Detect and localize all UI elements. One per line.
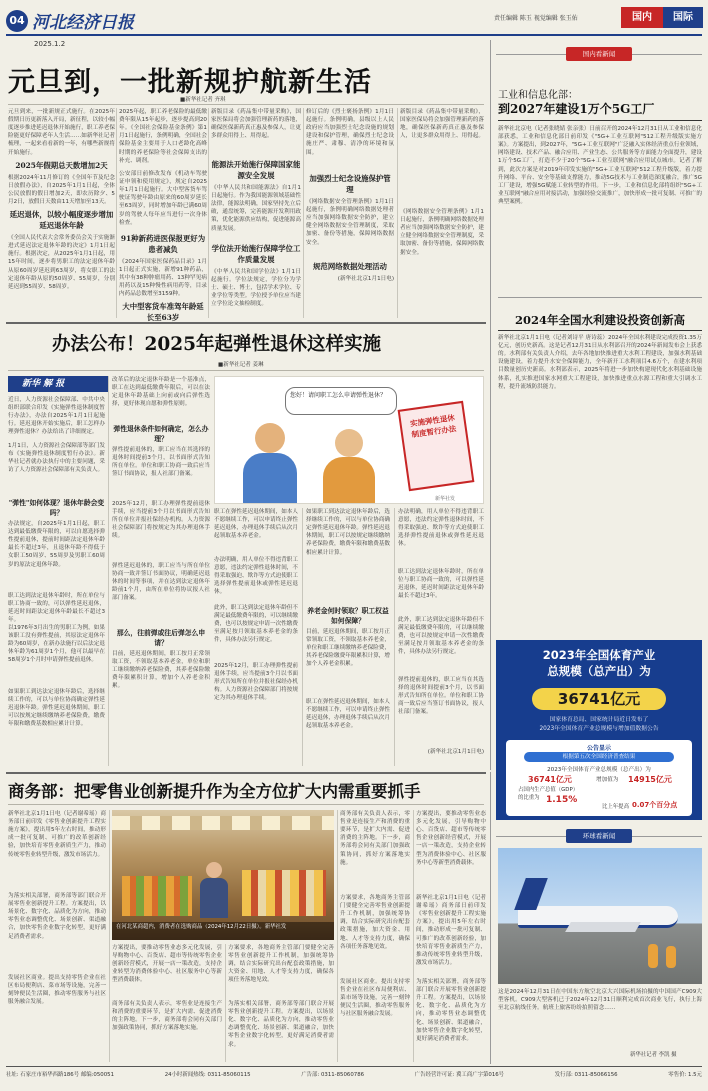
paragraph: 方案提出，要推动零售业态多元化发展，引导购物中心、百货店、超市等传统零售企业创新经营模式，开展一店一策改造，支持企业转型为消费体验中心、社区服务中心等新型消费载体。	[112, 945, 222, 984]
infobox-title-line: 2023年全国体育产业	[542, 648, 656, 662]
aircraft-credit: 新华社记者 李凯 摄	[630, 1052, 677, 1058]
paragraph: 《中华人民共和国能源法》自1月1日起施行。作为我国能源领域基础性法律，能源法明确，国家坚持先立后破，通盘统筹，完善能源开发利用政策，优化能源供应结构，促进能源高质量发展。	[211, 185, 301, 232]
person-body-icon	[243, 453, 297, 504]
gdp-percent: 1.15%	[546, 795, 578, 805]
aircraft-caption: 这是2024年12月31日在中国东方航空北京大兴国际机场拍摄的中国国产C909大型客机。C909大型客机已于2024年12月31日顺利完成首次商业飞行，执行上海至北京航线任务。航班上旅客纷纷拍照留念……	[498, 989, 702, 1012]
notice-added-label: 增加值为	[596, 777, 619, 783]
section-label-badge: 环球看新闻	[566, 829, 632, 843]
paragraph: 为落实相关部署，商务部等部门联合开展零售业创新提升工程。方案提出，以场景化、数字化、品质化为方向，推动零售业态调整优化、场景创新、渠道融合，加快零售企业数字化转型，更好满足消费者需求。	[416, 979, 486, 1042]
infobox-source	[496, 716, 702, 733]
supermarket-photo	[112, 810, 334, 940]
subhead: 养老金何时领取？职工权益如何保障？	[307, 607, 389, 625]
footer-ad-license: 广告经营许可证: 冀工商广字第016号	[414, 1072, 505, 1078]
paragraph: 新版目录《药品集中带量采购》，国家医保局将会加强管理新药的落地，确保医保新药真正惠及参保人，让更多群众用得上、用得起。	[400, 109, 484, 140]
end-note: (新华社北京1月1日电)	[337, 276, 394, 282]
paragraph: 近日，人力资源社会保障部、中共中央组织部联合印发《实施弹性退休制度暂行办法》，办法自2025年1月1日起施行。延迟退休开始实施后，职工怎样办理弹性退休？办法给出了详细规定。	[8, 397, 105, 436]
paragraph: 职工达到法定退休年龄时，所在单位与职工协商一致的，可以弹性延迟退休，延迟时间距法定退休年龄最长不超过3年。	[398, 569, 484, 600]
paragraph: 根据2024年11月修订的《全国年节及纪念日放假办法》，自2025年1月1日起，全体公民放假的假日增加2天，即农历除夕、5月2日，放假日天数由11天增加至13天。	[8, 174, 115, 205]
subhead: 那么，往前弹或往后弹怎么申请？	[116, 629, 206, 647]
paragraph: 《中华人民共和国学位法》1月1日起施行。学位法规定，学位分为学士、硕士、博士，包括学术学位、专业学位等类型。学位授予单位应当建立学位论文抽检制度。	[211, 269, 301, 308]
end-note: (新华社北京1月1日电)	[427, 749, 484, 755]
paragraph: 为落实相关部署，商务部等部门联合开展零售业创新提升工程。方案提出，以场景化、数字化、品质化为方向，推动零售业态调整优化、场景创新、渠道融合，加快零售企业数字化转型，更好满足消费者需求。	[228, 1001, 334, 1048]
infobox-value: 36741亿元	[532, 688, 666, 710]
subhead: "弹性"如何体现？退休年龄会变吗？	[8, 499, 105, 517]
paragraph: 发展社区商业。提出支持零售企业在社区布局便利店、菜市场等设施，完善一刻钟便民生活圈，推动零售服务与社区服务融合发展。	[8, 975, 106, 1006]
editors-line: 责任编辑 陈玉 视觉编辑 张玉佑	[494, 15, 578, 22]
speech-bubble: 您好！请问职工怎么申请弹性退休？	[285, 387, 397, 415]
article-column	[340, 810, 410, 1062]
gdp-line: 的比重为	[518, 794, 540, 801]
person-figure-icon	[255, 423, 285, 453]
footer-address: 社址: 石家庄市裕华西路186号 邮编:050051	[6, 1072, 115, 1078]
paragraph: 此外，职工达到法定退休年龄但不满足最低缴费年限的，可以继续缴费，也可以按规定申请一次性缴费至满足按月领取基本养老金的条件，具体办法另行规定。	[398, 617, 484, 656]
side-headline-kicker: 工业和信息化部：	[498, 90, 578, 101]
person-figure-icon	[335, 429, 363, 457]
article-column	[400, 108, 484, 318]
paragraph: 新华社北京1月1日电（记者谢希瑶）商务部日前印发《零售业创新提升工程实施方案》，提出用5年左右时间，推动形成一批可复制、可推广的改革创新经验，加快培育零售业新质生产力，推动传统零售业转型升级，激发市场活力。	[8, 811, 106, 858]
section-label-badge: 国内看新闻	[566, 47, 632, 61]
aircraft-photo	[498, 848, 702, 984]
ground-crew-icon	[666, 946, 676, 968]
subhead: 规范网络数据处理活动	[313, 262, 387, 271]
section-tab-international: 国际	[663, 7, 703, 28]
policy-document-sign: 实施弹性退休制度暂行办法	[398, 401, 475, 491]
paragraph: 弹性提前退休的，职工应当在其选择的退休时间提前3个月，以书面形式告知所在单位。单位和职工协商一致后应当签订书面协议，报人社部门备案。	[398, 677, 484, 716]
subhead: 加强烈士纪念设施保护管理	[309, 174, 391, 194]
infobox-title	[496, 648, 702, 679]
infobox-title-line: 总规模（总产出）为	[547, 663, 651, 678]
footer-hotline: 24小时新闻热线: 0311-85060115	[164, 1072, 251, 1078]
gdp-line: 占国内生产总值（GDP）	[518, 787, 579, 793]
byline: ■新华社记者 齐琪	[180, 97, 226, 103]
paragraph: 2025年12月，职工办理弹性提前退休手续，应当提前3个月以书面形式告知所在单位并报社保经办机构。人力资源社会保障部门将按规定为其办理退休手续。	[112, 501, 210, 540]
paragraph: 办法明确，用人单位不得违背职工意愿，违法约定弹性退休时间，不得采取强迫、欺诈等方式迫使职工选择弹性提前退休或弹性延迟退休。	[214, 557, 298, 596]
paper-name: 河北经济日报	[32, 13, 134, 33]
paragraph: 职工在弹性延迟退休期间，如本人不愿继续工作，可以申请终止弹性延迟退休，办理退休手续后从次月起领取基本养老金。	[306, 699, 390, 730]
headline-retirement: 办法公布！2025年起弹性退休这样实施	[52, 334, 381, 355]
subhead: 2025年假期总天数增加2天	[15, 160, 108, 170]
side-section-label	[496, 44, 702, 64]
paragraph: 职工在弹性延迟退休期间，如本人不愿继续工作，可以申请终止弹性延迟退休，办理退休手续后从次月起领取基本养老金。	[214, 509, 298, 540]
page-number: 04	[6, 10, 28, 32]
footer-ad-dept: 广告部: 0311-85060786	[301, 1072, 365, 1078]
paragraph: 1月1日，人力资源社会保障部等部门发布《实施弹性退休制度暂行办法》。新华社记者就办法执行中的主要问题，采访了人力资源社会保障部有关负责人。	[8, 443, 105, 474]
headline-retail: 商务部：把零售业创新提升作为全方位扩大内需重要抓手	[8, 782, 421, 801]
source-line: 国家体育总局、国家统计局近日发布了	[549, 717, 649, 723]
article-column	[8, 810, 106, 1062]
produce-stand	[122, 876, 192, 916]
paragraph: 元旦到来，一批新规正式施行。在2025年假期日历更新落入开局，新征程，以较小幅度逐步推进延迟退休开始施行，职工养老保险能更好保障老年人生活……如新华社记者梳理，一起来看看新的一年，有哪些新规将开始施行。	[8, 109, 115, 156]
article-column	[112, 376, 210, 766]
paragraph: 办法明确，用人单位不得违背职工意愿，违法约定弹性退休时间，不得采取强迫、欺诈等方式迫使职工选择弹性提前退休或弹性延迟退休。	[398, 509, 484, 548]
side-article-water: 新华社北京1月1日电（记者刘诗平 唐诗蕊）2024年全国水利建设完成投资1.35万亿元，创历史新高。这是记者12月31日从水利部召开的2024年新闻发布会上获悉的。水利部有关负责人介绍，去年各地加快推进重大水利工程建设，加强水利基础设施建设，着力提升水安全保障能力，全年新开工水利项目4.6万个，在建水利项目数量创历史新高。水利部表示，2025年将进一步加快构建现代化水利基础设施体系，扎实推进国家水网重大工程建设，加快推进重点水源工程和重大引调水工程，提升流域防洪能力。	[498, 335, 702, 390]
subhead: 弹性退休条件如何确定，怎么办理？	[113, 425, 209, 443]
footer	[6, 1070, 702, 1086]
article-column	[306, 508, 390, 766]
subhead: 大中型客货车准驾年龄延长至63岁	[122, 302, 204, 322]
article-column	[211, 108, 301, 318]
notice-blue-bar: 根据第五次全国经济普查结果	[524, 752, 674, 762]
sports-infobox	[496, 640, 702, 820]
article-column	[112, 944, 222, 1062]
notice-title: 公告显示	[586, 745, 611, 752]
footer-distribution: 发行部: 0311-85066156	[554, 1072, 618, 1078]
xinhua-badge: 新华 解 报	[8, 376, 108, 392]
photo-caption: 在河北某商超内，消费者在选购商品（2024年12月22日摄）。新华社发	[112, 922, 334, 940]
shopper-figure-icon	[200, 878, 228, 918]
headline-new-rules: 元旦到，一批新规护航新生活	[8, 67, 372, 98]
retirement-illustration	[214, 376, 484, 504]
subhead: 91种新药进医保报更好为患者减负	[120, 234, 206, 254]
ground-crew-icon	[648, 944, 658, 968]
paragraph: 弹性延迟退休的，职工应当与所在单位协商一致并签订书面协议，明确延迟退休的时间等事项，并在达到法定退休年龄前1个月，由所在单位将协议报人社部门备案。	[112, 563, 210, 602]
paragraph: 方案提出，要推动零售业态多元化发展，引导购物中心、百货店、超市等传统零售企业创新经营模式，开展一店一策改造，支持企业转型为消费体验中心、社区服务中心等新型消费载体。	[416, 811, 486, 866]
paragraph: 商务部有关负责人表示，零售业是连接生产和消费的重要环节，是扩大内需、促进消费的主阵地。下一步，商务部将会同有关部门加强政策协同，抓好方案落地实施。	[112, 1001, 222, 1032]
paragraph: 如果职工到达法定退休年龄后，选择继续工作的，可以与单位协商确定弹性延迟退休年龄。弹性延迟退休期间，职工可以按规定继续缴纳养老保险费，缴费年限和缴费基数相应累计计算。	[8, 689, 105, 728]
article-column	[416, 810, 486, 1062]
paragraph: 2025年12月，职工办理弹性提前退休手续，应当提前3个月以书面形式告知所在单位并报社保经办机构。人力资源社会保障部门将按规定为其办理退休手续。	[214, 663, 298, 702]
side-headline-water: 2024年全国水利建设投资创新高	[514, 313, 685, 327]
notice-total: 36741亿元	[528, 775, 572, 784]
article-column	[119, 108, 207, 322]
paragraph: 发展社区商业。提出支持零售企业在社区布局便利店、菜市场等设施，完善一刻钟便民生活圈，推动零售服务与社区服务融合发展。	[340, 979, 410, 1018]
illustration-credit: 新华社发	[435, 496, 456, 502]
produce-stand	[242, 870, 326, 916]
article-column	[306, 108, 394, 318]
paragraph: 为落实相关部署，商务部等部门联合开展零售业创新提升工程。方案提出，以场景化、数字化、品质化为方向，推动零售业态调整优化、场景创新、渠道融合，加快零售企业数字化转型，更好满足消费者需求。	[8, 893, 106, 940]
notice-added: 14915亿元	[628, 775, 672, 784]
paragraph: 此外，职工达到法定退休年龄但不满足最低缴费年限的，可以继续缴费，也可以按规定申请一次性缴费至满足按月领取基本养老金的条件，具体办法另行规定。	[214, 605, 298, 644]
compare-label: 比上年提高	[602, 804, 629, 810]
paragraph: 目前，延迟退休期间，职工按月正常领取工资，不领取基本养老金，单位和职工继续缴纳养老保险费，其养老保险缴费年限累积计算，增加个人养老金积累。	[306, 629, 390, 668]
paragraph: 《网络数据安全管理条例》1月1日起施行，条例明确网络数据处理者应当加强网络数据安全防护，建立健全网络数据安全管理制度，采取加密、备份等措施，保障网络数据安全。	[400, 209, 484, 256]
paragraph: 职工达到法定退休年龄时，所在单位与职工协商一致的，可以弹性延迟退休，延迟时间距法定退休年龄最长不超过3年。	[8, 593, 105, 624]
paragraph: 方案要求，各地商务主管部门要健全完善零售业创新提升工作机制，加强统筹协调，结合实际研究出台配套政策措施，加大资金、用地、人才等支持力度，确保各项任务落地见效。	[340, 895, 410, 950]
side-section-label	[496, 826, 702, 846]
paragraph: 方案要求，各地商务主管部门要健全完善零售业创新提升工作机制，加强统筹协调，结合实际研究出台配套政策措施，加大资金、用地、人才等支持力度，确保各项任务落地见效。	[228, 945, 334, 984]
side-headline-5g: 到2027年建设1万个5G工厂	[498, 102, 655, 116]
paragraph: 新版目录《药品集中带量采购》，国家医保局将会加强管理新药的落地，确保医保新药真正惠及参保人，让更多群众用得上、用得起。	[211, 109, 301, 140]
paragraph: 《网络数据安全管理条例》1月1日起施行，条例明确网络数据处理者应当加强网络数据安全防护，建立健全网络数据安全管理制度，采取加密、备份等措施，保障网络数据安全。	[306, 199, 394, 246]
paragraph: 改革后的法定退休年龄是一个基准点，职工在达到最低缴费年限后，可以在法定退休年龄基础上向前或向后弹性选择，更好体现自愿和弹性原则。	[112, 377, 210, 408]
source-line: 2023年全国体育产业总规模与增加值数据公告	[539, 725, 659, 732]
paragraph: 弹性提前退休的，职工应当在其选择的退休时间提前3个月，以书面形式告知所在单位。单位和职工协商一致后应当签订书面协议，报人社部门备案。	[112, 447, 210, 478]
article-column	[228, 944, 334, 1062]
subhead: 能源法开始施行保障国家能源安全发展	[211, 160, 301, 180]
footer-price: 零售价: 1.5元	[668, 1072, 702, 1078]
notice-line: 2023年全国体育产业总规模（总产出）为	[547, 767, 651, 773]
aircraft-wing	[565, 922, 641, 932]
shelf-lights	[112, 816, 334, 830]
paragraph: 商务部有关负责人表示，零售业是连接生产和消费的重要环节，是扩大内需、促进消费的主阵地。下一步，商务部将会同有关部门加强政策协同，抓好方案落地实施。	[340, 811, 410, 866]
article-column	[8, 108, 115, 318]
paragraph: 办法规定，自2025年1月1日起，职工达到最低缴费年限的，可以自愿选择弹性提前退休，提前时间距法定退休年龄最长不超过3年，且退休年龄不得低于女职工50周岁、55周岁及男职工60周岁的原法定退休年龄。	[8, 521, 105, 568]
paragraph: 新华社北京1月1日电（记者谢希瑶）商务部日前印发《零售业创新提升工程实施方案》，提出用5年左右时间，推动形成一批可复制、可推广的改革创新经验，加快培育零售业新质生产力，推动传统零售业转型升级，激发市场活力。	[416, 895, 486, 966]
paragraph: 《2024年国家医保药品目录》1月1日起正式实施，新增91种药品，其中有38种肿瘤用药、13种罕见病用药以及15种慢性病用药等，目录内药品总数增至3159种。	[119, 259, 207, 298]
notice-card	[506, 740, 692, 816]
paragraph: 以1976年3月出生的男职工为例，如果该职工没有弹性提前，其原法定退休年龄为60周岁，在新办法施行以后法定退休年龄为61周岁1个月，他可以最早在58周岁1个月时申请弹性提前退休。	[8, 625, 105, 664]
article-column	[398, 508, 484, 766]
paragraph: 修订后的《烈士褒扬条例》1月1日起施行。条例明确，县级以上人民政府应当加强烈士纪念设施的规划建设和保护管理，确保烈士纪念设施庄严、肃穆、清净的环境和氛围。	[306, 109, 394, 156]
side-article-5g: 新华社北京电（记者张晓婧 张亲张）日前召开的2024年12月31日从工业和信息化部获悉，工业和信息化部日前印发《"5G+工业互联网"512工程升级版实施方案》。方案提出，到2027年，"5G+工业互联网"广泛融入实体经济重点行业领域，网络建设、技术产品、融合应用、产业生态、公共服务等方面能力全面提升，建设1万个5G工厂，打造不少于20个"5G+工业互联网"融合应用试点城市。记者了解到，此次方案是对2019年印发实施的"5G+工业互联网"512工程升级版，着力提升网络、平台、安全等基础支撑能力，推动5G技术与工业制造深度融合，推广5G工厂建设，增强5G赋能工业转型的作用。下一步，工业和信息化部将组织"5G+工业互联网"融合应用对接活动，加强经验交流推广，加快形成一批可复制、可推广的典型案例。	[498, 126, 702, 205]
article-column	[214, 508, 298, 766]
shopper-figure-icon	[206, 862, 222, 878]
person-body-icon	[323, 457, 375, 504]
paragraph: 公安部日前修改发布《机动车驾驶证申领和使用规定》，规定自2025年1月1日起施行。大中型客货车驾驶证驾驶年龄由原来的60周岁延长至63周岁，同时增加年龄已满60周岁的驾驶人每年应当进行一次身体检查。	[119, 171, 207, 226]
subhead: 延迟退休，以较小幅度逐步增加延迟退休年龄	[9, 210, 114, 231]
paragraph: 2025年起，职工养老保险的最低缴费年限从15年起步，逐步提高到20年。《全国社会保险基金条例》第1月1日起施行，条例明确，全国社会保险基金主要用于人口老龄化高峰时期的养老保险等社会保障支出的补充、调剂。	[119, 109, 207, 164]
compare-value: 0.07个百分点	[632, 801, 678, 809]
paragraph: 《全国人民代表大会常务委员会关于实施渐进式延迟法定退休年龄的决定》1月1日起施行。根据决定，从2025年1月1日起，用15年时间，逐步将男职工的法定退休年龄从原60周岁延迟到63周岁，将女职工的法定退休年龄从原的50周岁、55周岁，分别延迟到55周岁、58周岁。	[8, 235, 115, 290]
paragraph: 如果职工到达法定退休年龄后，选择继续工作的，可以与单位协商确定弹性延迟退休年龄。弹性延迟退休期间，职工可以按规定继续缴纳养老保险费，缴费年限和缴费基数相应累计计算。	[306, 509, 390, 556]
paragraph: 目前，延迟退休期间，职工按月正常领取工资，不领取基本养老金，单位和职工继续缴纳养老保险费，其养老保险缴费年限累积计算，增加个人养老金积累。	[112, 651, 210, 690]
issue-date: 2025.1.2	[34, 40, 66, 48]
subhead: 学位法开始施行保障学位工作质量发展	[211, 244, 301, 264]
article-column	[8, 396, 105, 766]
byline: ■新华社记者 姜琳	[218, 362, 264, 368]
section-tab-domestic: 国内	[621, 7, 663, 28]
